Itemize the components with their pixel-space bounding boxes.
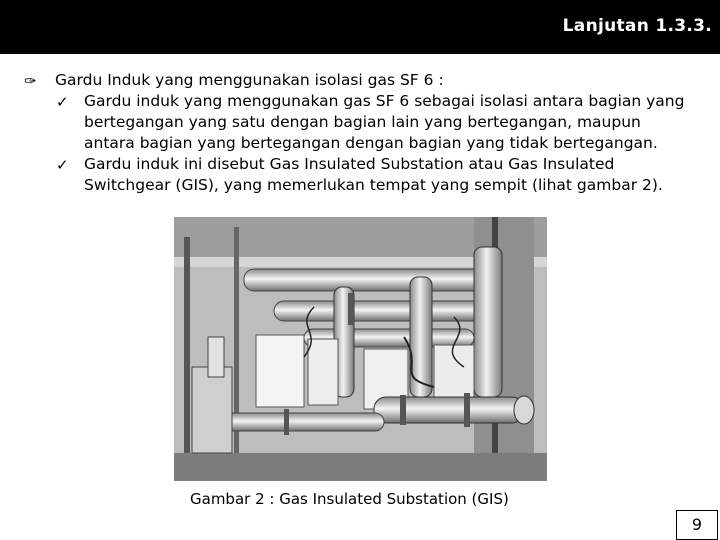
slide-title: Lanjutan 1.3.3. <box>562 16 712 36</box>
sub-bullet-2-line: Gardu induk ini disebut Gas Insulated Substation atau Gas Insulated <box>84 155 615 173</box>
figure-caption: Gambar 2 : Gas Insulated Substation (GIS) <box>190 490 509 508</box>
sub-bullet-2-line: Switchgear (GIS), yang memerlukan tempat yang sempit (lihat gambar 2). <box>84 176 663 194</box>
main-bullet-text: Gardu Induk yang menggunakan isolasi gas SF 6 : <box>55 71 444 89</box>
gis-equipment-illustration <box>174 217 547 481</box>
sub-bullet-1-line: bertegangan yang satu dengan bagian lain yang bertegangan, maupun <box>84 113 641 131</box>
sub-bullet-1-line: antara bagian yang bertegangan dengan bagian yang tidak bertegangan. <box>84 134 658 152</box>
check-bullet-icon: ✓ <box>56 93 69 111</box>
page-number: 9 <box>676 510 718 540</box>
check-bullet-icon: ✓ <box>56 156 69 174</box>
sub-bullet-2 <box>84 154 663 196</box>
header-bar <box>0 0 720 54</box>
pen-bullet-icon: ✑ <box>24 72 37 90</box>
gis-photo <box>174 217 547 481</box>
sub-bullet-1-line: Gardu induk yang menggunakan gas SF 6 sebagai isolasi antara bagian yang <box>84 92 685 110</box>
sub-bullet-1 <box>84 91 684 154</box>
